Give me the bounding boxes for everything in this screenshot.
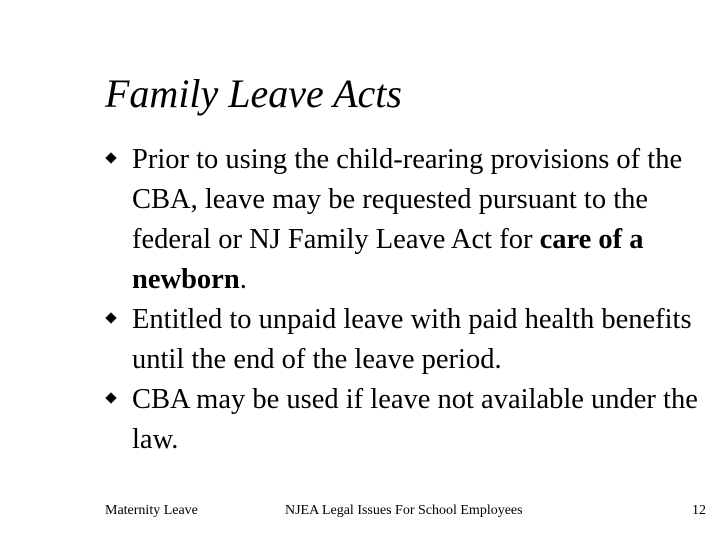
bullet-text: Prior to using the child-rearing provisions of the CBA, leave may be requested pursuant to the federal or NJ Family Leave Act for	[132, 144, 683, 255]
diamond-bullet-icon	[105, 312, 116, 323]
bullet-text: CBA may be used if leave not available under the law.	[132, 384, 698, 455]
footer-left-text: Maternity Leave	[105, 503, 198, 518]
bullet-text: Entitled to unpaid leave with paid health benefits until the end of the leave period.	[132, 304, 692, 375]
bullet-item	[105, 380, 715, 460]
diamond-bullet-icon	[105, 392, 116, 403]
bullet-list	[105, 140, 715, 460]
diamond-bullet-icon	[105, 152, 116, 163]
bullet-trailing-text: .	[239, 264, 247, 295]
bullet-item	[105, 140, 715, 300]
bullet-bold-text: care of a newborn	[132, 224, 644, 295]
slide-title: Family Leave Acts	[105, 71, 402, 116]
page-number: 12	[692, 503, 706, 518]
bullet-item	[105, 300, 715, 380]
footer-center-text: NJEA Legal Issues For School Employees	[285, 503, 523, 518]
